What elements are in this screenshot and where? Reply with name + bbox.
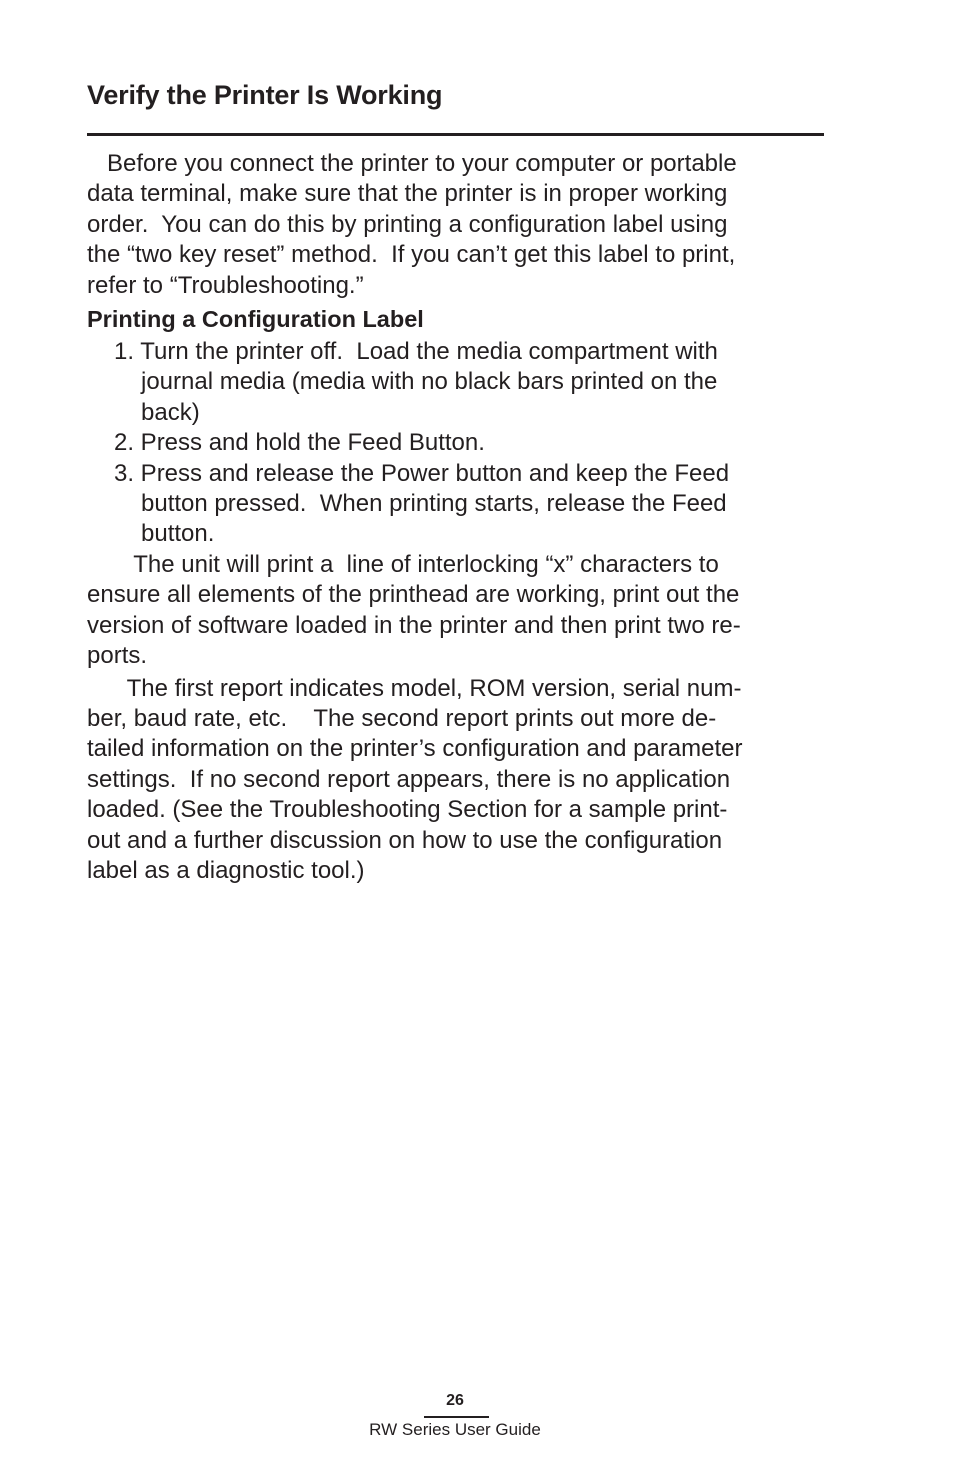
paragraph-line: tailed information on the printer’s configuration and parameter: [87, 735, 743, 763]
paragraph-line: settings. If no second report appears, there is no application: [87, 765, 731, 793]
section-title: Verify the Printer Is Working: [87, 80, 443, 110]
paragraph-line: The first report indicates model, ROM version, serial num-: [87, 674, 742, 702]
page-number: 26: [446, 1392, 464, 1409]
step-line: back): [141, 398, 200, 426]
paragraph-line: version of software loaded in the printer and then print two re-: [87, 611, 741, 639]
intro-paragraph: [87, 149, 827, 301]
step-line: button.: [141, 520, 215, 548]
body-text: [87, 149, 827, 886]
intro-line: refer to “Troubleshooting.”: [87, 271, 364, 299]
list-item: [87, 459, 827, 550]
subheading: Printing a Configuration Label: [87, 306, 424, 333]
step-line: journal media (media with no black bars printed on the: [141, 368, 718, 396]
step-line: button pressed. When printing starts, release the Feed: [141, 490, 727, 518]
intro-line: order. You can do this by printing a configuration label using: [87, 210, 728, 238]
steps-list: [87, 337, 827, 550]
list-item: [87, 337, 827, 428]
paragraph-line: The unit will print a line of interlocking “x” characters to: [87, 550, 719, 578]
paragraph-line: loaded. (See the Troubleshooting Section for a sample print-: [87, 796, 728, 824]
step-line: 2. Press and hold the Feed Button.: [114, 429, 485, 457]
intro-line: the “two key reset” method. If you can’t get this label to print,: [87, 241, 736, 269]
paragraph-reports: [87, 674, 827, 887]
step-line: 3. Press and release the Power button and keep the Feed: [114, 459, 730, 487]
title-rule: [87, 133, 824, 136]
paragraph-output: [87, 550, 827, 672]
intro-line: data terminal, make sure that the printer is in proper working: [87, 180, 728, 208]
guide-title: RW Series User Guide: [369, 1420, 541, 1439]
paragraph-line: ensure all elements of the printhead are working, print out the: [87, 581, 740, 609]
intro-line: Before you connect the printer to your computer or portable: [87, 150, 737, 177]
paragraph-line: out and a further discussion on how to use the configuration: [87, 826, 723, 854]
paragraph-line: ports.: [87, 642, 148, 670]
footer-rule: [424, 1416, 489, 1418]
paragraph-line: ber, baud rate, etc. The second report prints out more de-: [87, 704, 717, 732]
list-item: [87, 428, 827, 458]
step-line: 1. Turn the printer off. Load the media compartment with: [114, 338, 718, 366]
paragraph-line: label as a diagnostic tool.): [87, 856, 365, 884]
